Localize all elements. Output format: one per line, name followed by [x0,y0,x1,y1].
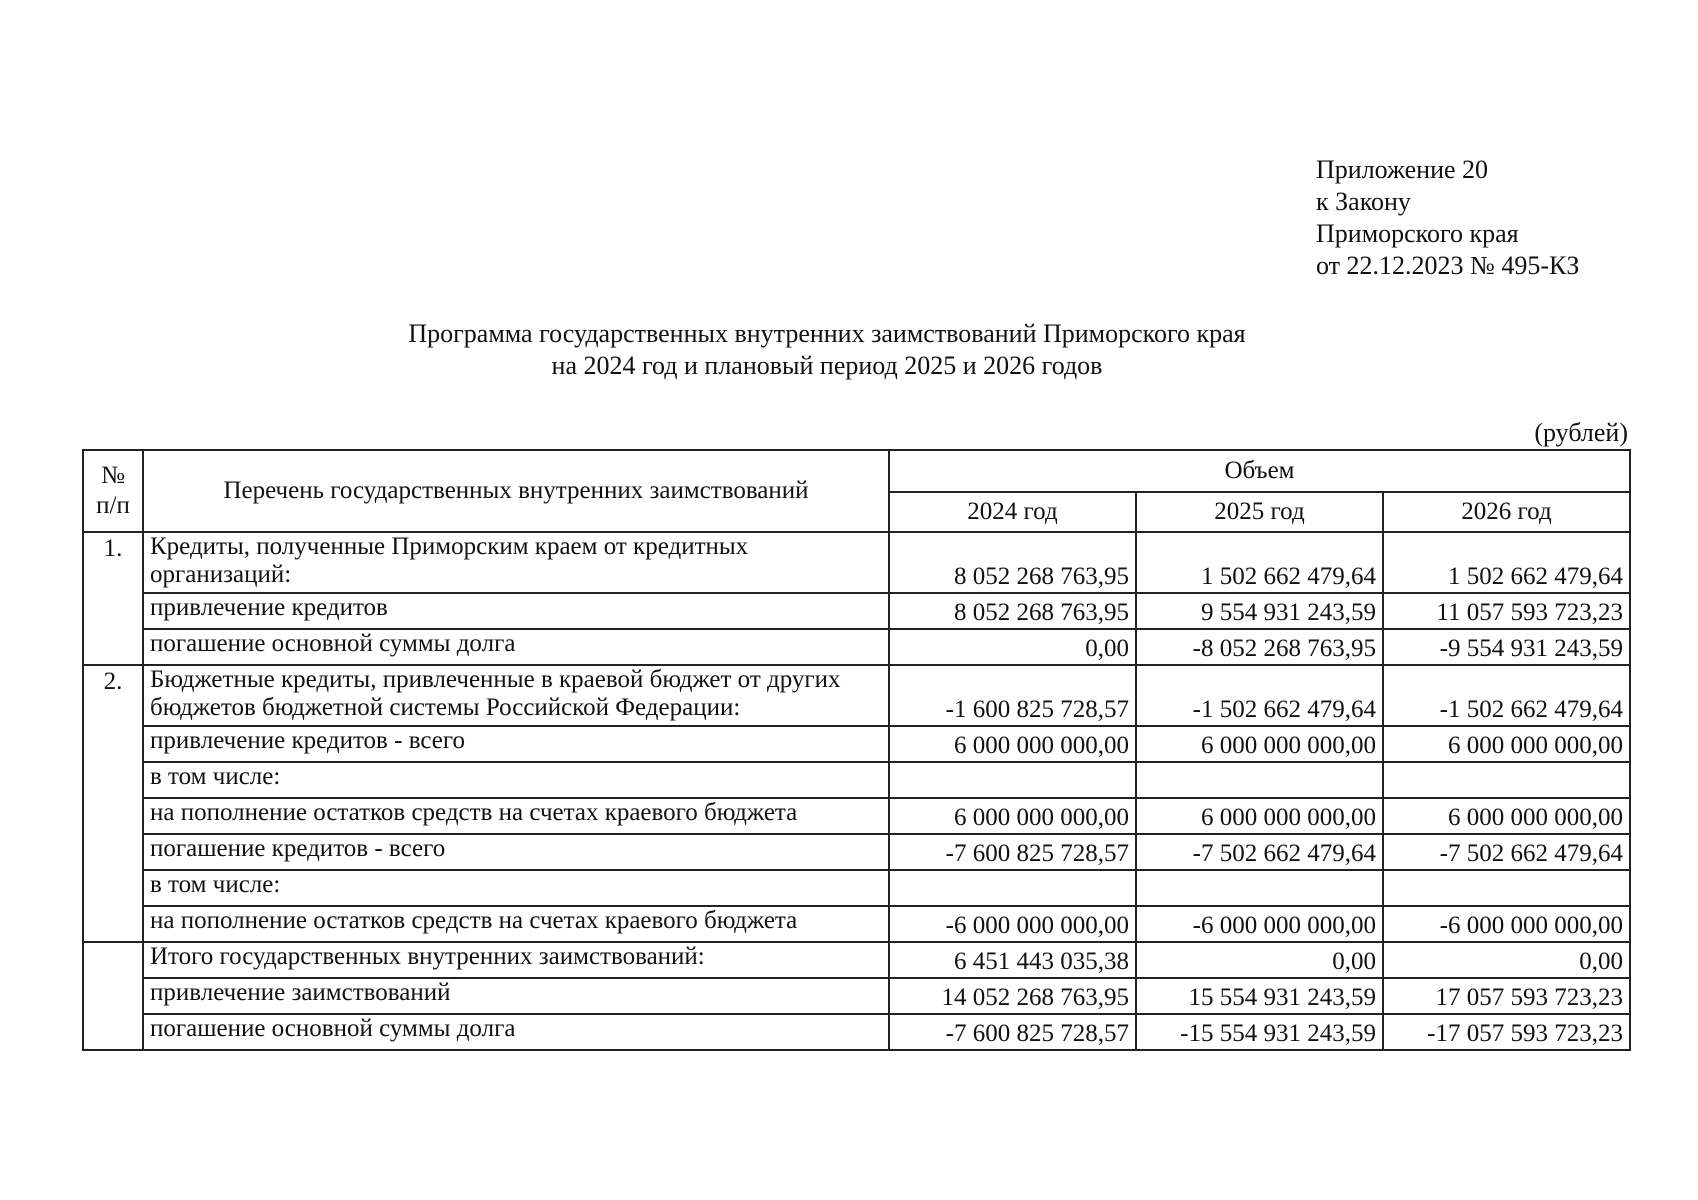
value-2024: 6 451 443 035,38 [889,942,1136,978]
value-2025: -6 000 000 000,00 [1136,906,1383,942]
value-2024: -7 600 825 728,57 [889,834,1136,870]
value-2024 [889,762,1136,798]
row-name: Итого государственных внутренних заимствований: [143,942,889,978]
header-volume: Объем [889,450,1630,492]
value-2024: 6 000 000 000,00 [889,726,1136,762]
value-2025: 6 000 000 000,00 [1136,798,1383,834]
annex-line: к Закону [1316,187,1411,216]
row-name: погашение кредитов - всего [143,834,889,870]
row-number: 1. [83,532,143,665]
header-year-2025: 2025 год [1136,492,1383,532]
value-2024: 0,00 [889,629,1136,665]
value-2026 [1383,762,1630,798]
row-name: Кредиты, полученные Приморским краем от кредитных организаций: [143,532,889,593]
value-2026 [1383,870,1630,906]
value-2024: 8 052 268 763,95 [889,593,1136,629]
value-2024: 8 052 268 763,95 [889,532,1136,593]
value-2025: -15 554 931 243,59 [1136,1014,1383,1050]
table-row [83,906,1630,942]
annex-block [1316,154,1579,282]
row-name: в том числе: [143,870,889,906]
value-2026: -9 554 931 243,59 [1383,629,1630,665]
value-2026: 17 057 593 723,23 [1383,978,1630,1014]
row-name: на пополнение остатков средств на счетах краевого бюджета [143,798,889,834]
table-row [83,665,1630,726]
value-2026: -1 502 662 479,64 [1383,665,1630,726]
value-2024: 14 052 268 763,95 [889,978,1136,1014]
row-name: привлечение кредитов - всего [143,726,889,762]
header-num: № п/п [83,450,143,532]
row-number: 2. [83,665,143,942]
annex-line: от 22.12.2023 № 495-КЗ [1316,251,1580,280]
value-2025: 15 554 931 243,59 [1136,978,1383,1014]
borrowings-table [82,449,1631,1051]
value-2026: 1 502 662 479,64 [1383,532,1630,593]
document-title [0,318,1698,382]
value-2026: 0,00 [1383,942,1630,978]
value-2026: 6 000 000 000,00 [1383,726,1630,762]
table-row [83,978,1630,1014]
units-label: (рублей) [1534,418,1628,447]
value-2026: -17 057 593 723,23 [1383,1014,1630,1050]
annex-line: Приложение 20 [1316,155,1489,184]
value-2026: 6 000 000 000,00 [1383,798,1630,834]
table-row [83,798,1630,834]
value-2024: -1 600 825 728,57 [889,665,1136,726]
row-name: на пополнение остатков средств на счетах краевого бюджета [143,906,889,942]
value-2025: -8 052 268 763,95 [1136,629,1383,665]
row-name: погашение основной суммы долга [143,1014,889,1050]
table-row [83,1014,1630,1050]
table-row [83,629,1630,665]
header-row [83,450,1630,492]
annex-line: Приморского края [1316,219,1519,248]
table-row [83,762,1630,798]
row-name: в том числе: [143,762,889,798]
table-row [83,532,1630,593]
value-2025: 0,00 [1136,942,1383,978]
value-2026: 11 057 593 723,23 [1383,593,1630,629]
table-row [83,593,1630,629]
value-2025: -1 502 662 479,64 [1136,665,1383,726]
row-name: погашение основной суммы долга [143,629,889,665]
value-2025: 1 502 662 479,64 [1136,532,1383,593]
title-line: на 2024 год и плановый период 2025 и 2026 годов [551,351,1103,380]
value-2026: -6 000 000 000,00 [1383,906,1630,942]
value-2025: -7 502 662 479,64 [1136,834,1383,870]
header-year-2026: 2026 год [1383,492,1630,532]
header-name: Перечень государственных внутренних заимствований [143,450,889,532]
row-name: Бюджетные кредиты, привлеченные в краевой бюджет от других бюджетов бюджетной системы Российской Федерации: [143,665,889,726]
table-row [83,726,1630,762]
value-2024 [889,870,1136,906]
header-year-2024: 2024 год [889,492,1136,532]
value-2025: 6 000 000 000,00 [1136,726,1383,762]
row-number [83,942,143,1050]
table-row [83,870,1630,906]
value-2025 [1136,870,1383,906]
row-name: привлечение кредитов [143,593,889,629]
value-2025 [1136,762,1383,798]
value-2024: -7 600 825 728,57 [889,1014,1136,1050]
table-row [83,834,1630,870]
row-name: привлечение заимствований [143,978,889,1014]
value-2025: 9 554 931 243,59 [1136,593,1383,629]
value-2026: -7 502 662 479,64 [1383,834,1630,870]
value-2024: -6 000 000 000,00 [889,906,1136,942]
value-2024: 6 000 000 000,00 [889,798,1136,834]
table-row [83,942,1630,978]
title-line: Программа государственных внутренних заимствований Приморского края [408,319,1246,348]
